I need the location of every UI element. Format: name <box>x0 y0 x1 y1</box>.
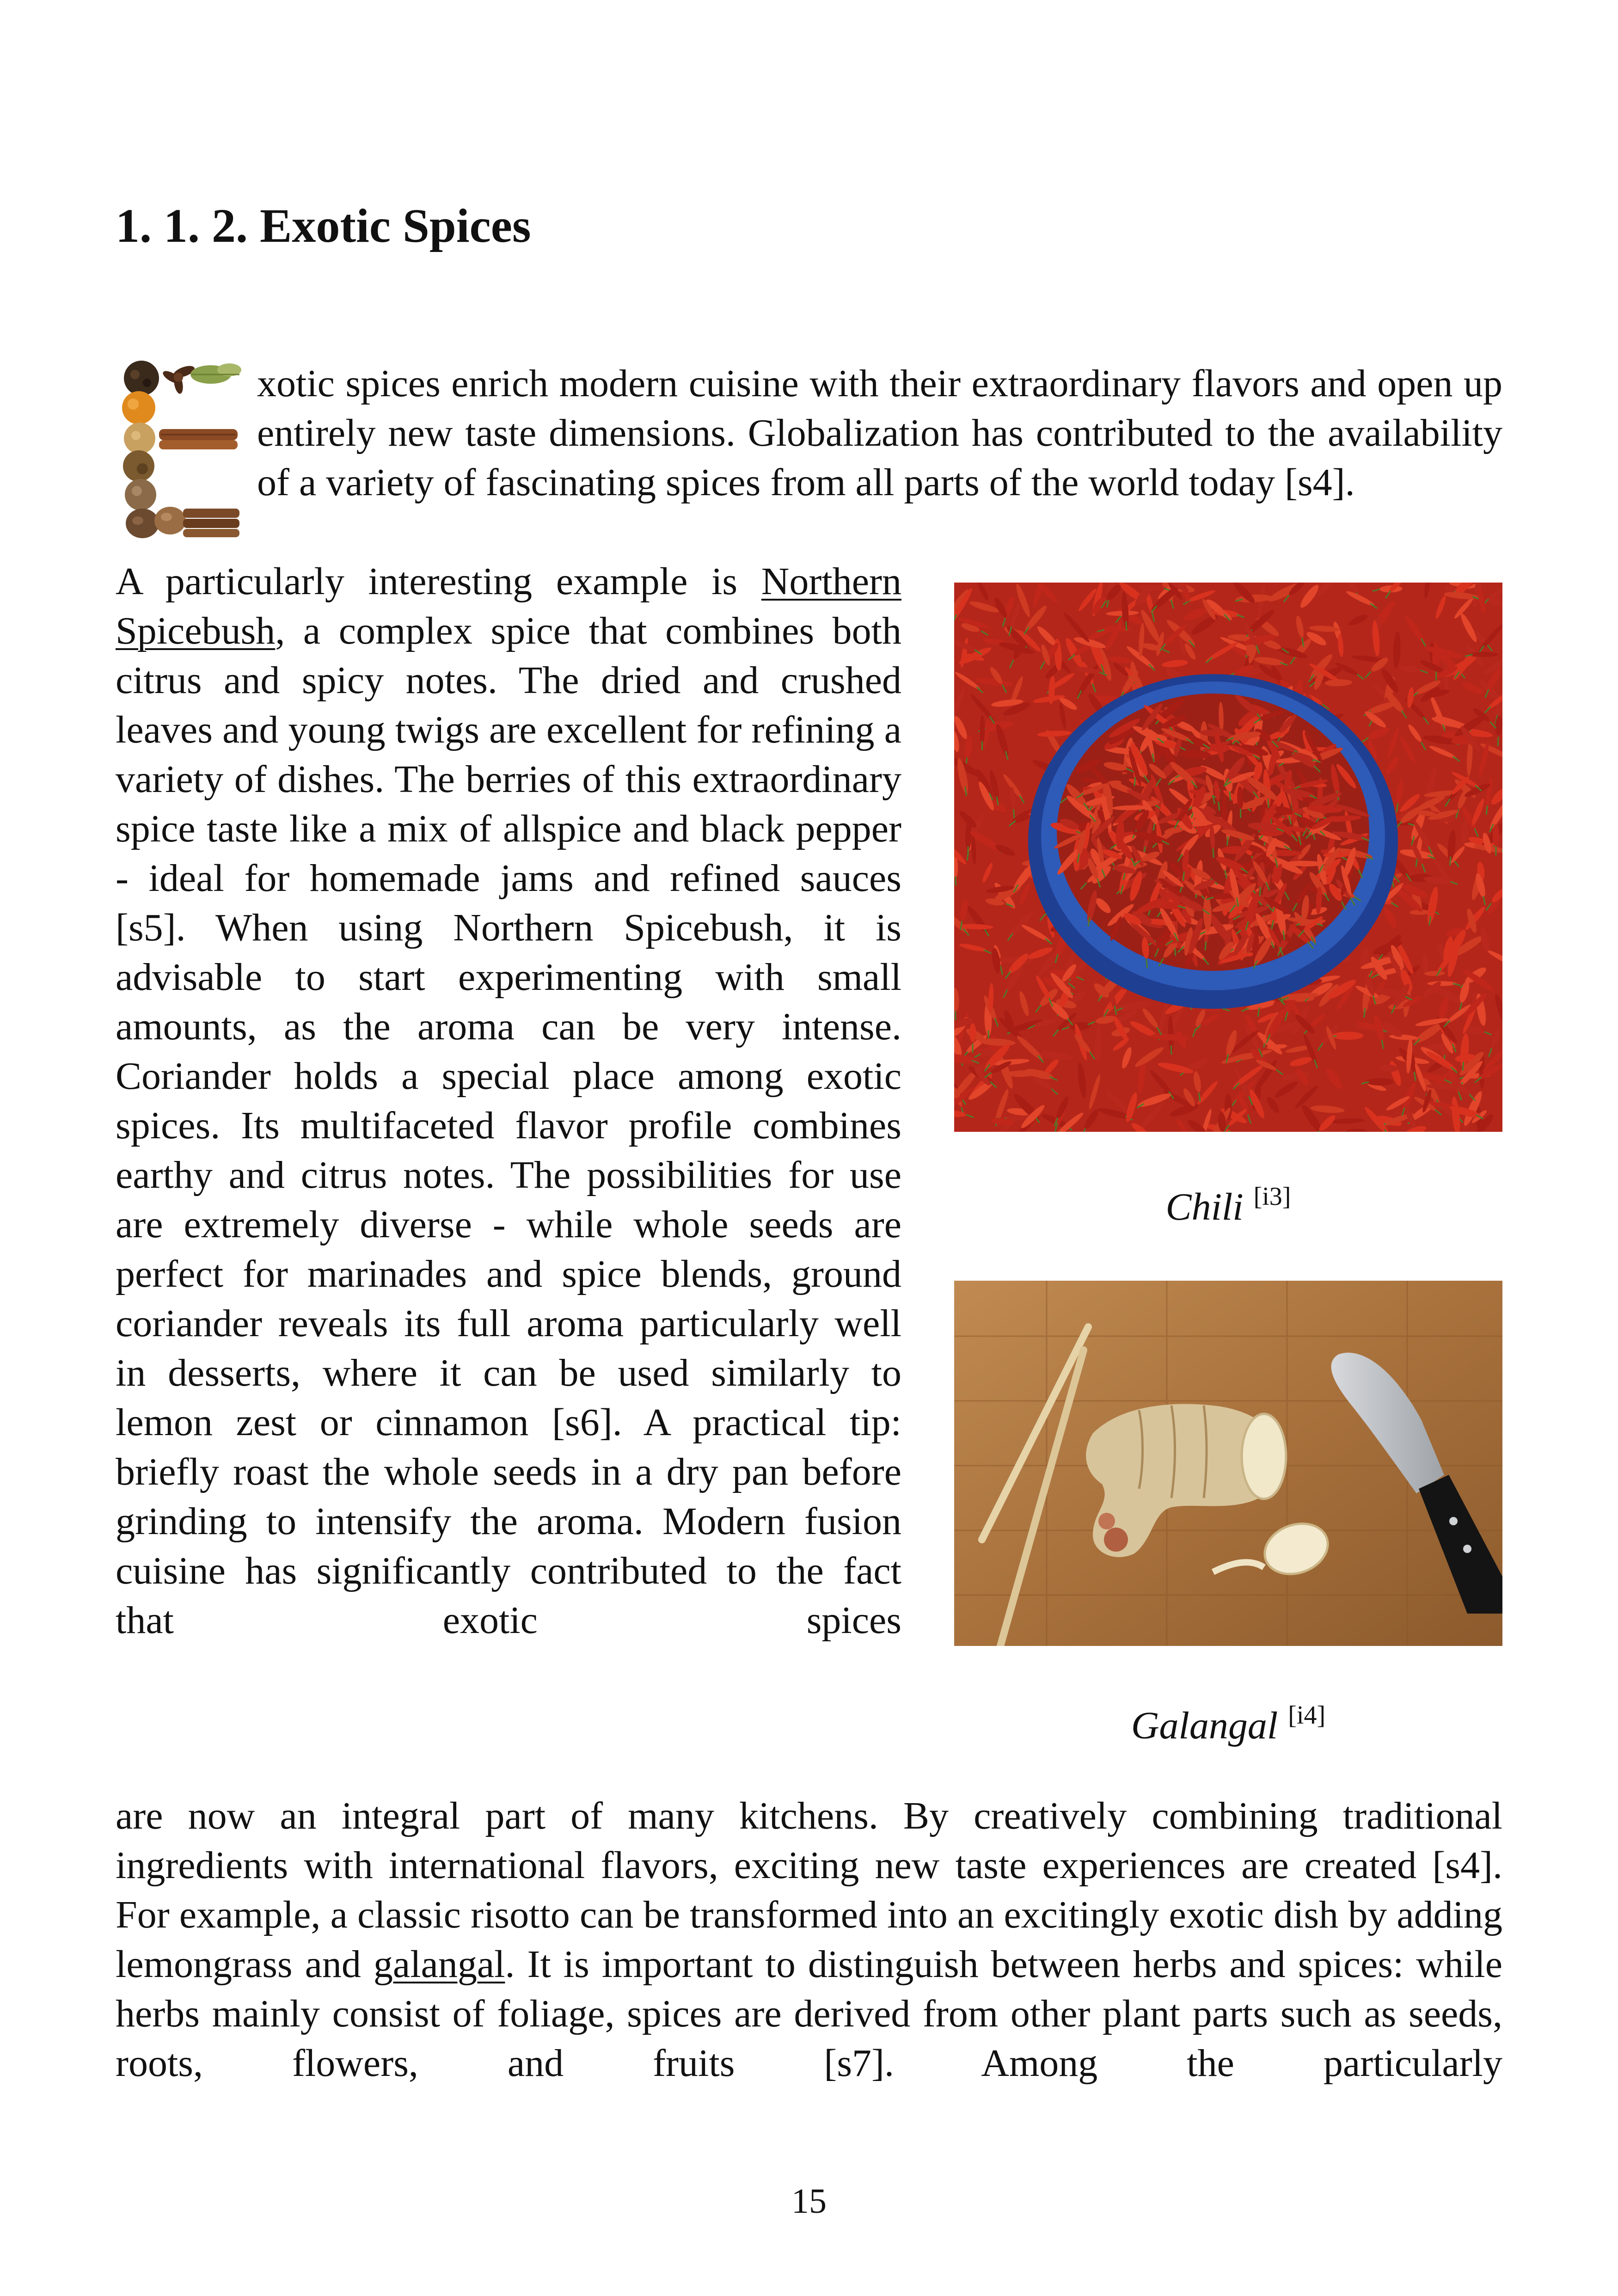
galangal-cutting-board-image <box>954 1281 1502 1646</box>
spice-collage-letter-e-illustration <box>115 356 248 541</box>
bottom-paragraph <box>116 1791 1502 2088</box>
chili-caption <box>954 1173 1502 1230</box>
galangal-image-reference: [i4] <box>1288 1701 1326 1730</box>
figure-chili <box>954 583 1502 1230</box>
northern-spicebush-link[interactable]: Northern Spicebush <box>116 560 901 652</box>
dropcap-spice-letter <box>115 356 248 541</box>
section-title: 1. 1. 2. Exotic Spices <box>116 199 531 252</box>
chili-image-reference: [i3] <box>1253 1182 1291 1211</box>
chili-caption-text: Chili <box>1165 1185 1244 1228</box>
bottom-text-start: are now an integral part of many kitchens. By creatively combining traditional ingredients with international flavors, exciting new taste experiences are created [s4]. For example, a classic risotto can be transformed into an excitingly exotic dish by adding lemongrass and <box>116 1794 1502 1986</box>
galangal-photo <box>954 1281 1502 1646</box>
galangal-caption <box>954 1692 1502 1749</box>
chili-bowl-image <box>954 583 1502 1132</box>
bottom-text-end: . It is important to distinguish between herbs and spices: while herbs mainly consist of foliage, spices are derived from other plant parts such as seeds, roots, flowers, and fruits [s7]. Among the particularly <box>116 1943 1502 2085</box>
left-column-text-end: , a complex spice that combines both citrus and spicy notes. The dried and crushed leaves and young twigs are excellent for refining a variety of dishes. The berries of this extraordinary spice taste like a mix of allspice and black pepper - ideal for homemade jams and refined sauces [s5]. When using Northern Spicebush, it is advisable to start experimenting with small amounts, as the aroma can be very intense. Coriander holds a special place among exotic spices. Its multifaceted flavor profile combines earthy and citrus notes. The possibilities for use are extremely diverse - while whole seeds are perfect for marinades and spice blends, ground coriander reveals its full aroma particularly well in desserts, where it can be used similarly to lemon zest or cinnamon [s6]. A practical tip: briefly roast the whole seeds in a dry pan before grinding to intensify the aroma. Modern fusion cuisine has significantly contributed to the fact that exotic spices <box>116 609 901 1642</box>
chili-photo <box>954 583 1502 1132</box>
page-number: 15 <box>791 2182 827 2221</box>
figure-galangal <box>954 1281 1502 1749</box>
intro-paragraph: xotic spices enrich modern cuisine with their extraordinary flavors and open up entirely new taste dimensions. Globalization has contributed to the availability of a variety of fascinating spices from all parts of the world today [s4]. <box>257 362 1502 504</box>
galangal-caption-text: Galangal <box>1131 1704 1278 1747</box>
left-column-paragraph <box>116 557 901 1645</box>
galangal-link[interactable]: galangal <box>373 1943 505 1986</box>
left-column-text-start: A particularly interesting example is <box>116 560 761 603</box>
